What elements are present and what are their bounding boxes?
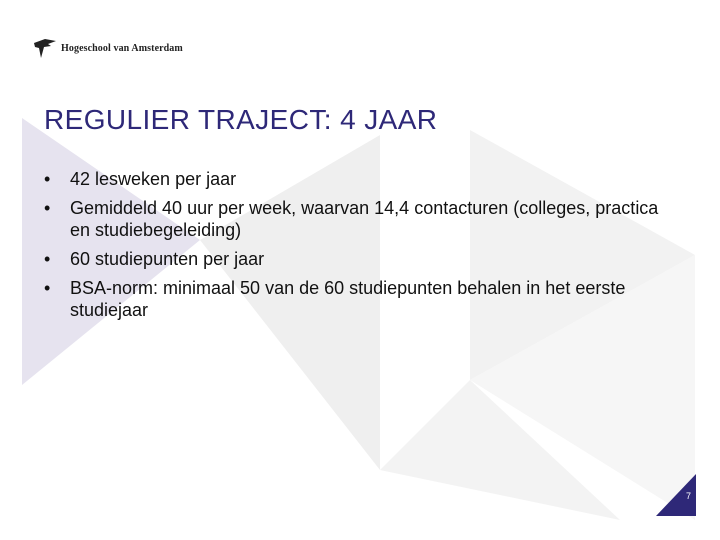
- bullet-text: BSA-norm: minimaal 50 van de 60 studiepunten behalen in het eerste studiejaar: [70, 278, 626, 320]
- bullet-item: [44, 168, 674, 190]
- logo-bird-icon: [33, 37, 57, 59]
- slide-title: REGULIER TRAJECT: 4 JAAR: [44, 104, 438, 135]
- bullet-text: Gemiddeld 40 uur per week, waarvan 14,4 contacturen (colleges, practica en studiebegeleiding): [70, 198, 659, 240]
- bullet-text: 60 studiepunten per jaar: [70, 249, 265, 269]
- bullet-text: 42 lesweken per jaar: [70, 169, 237, 189]
- bullet-marker: •: [44, 249, 51, 269]
- page-number: 7: [686, 491, 692, 501]
- bullet-marker: •: [44, 169, 51, 189]
- bullet-marker: •: [44, 198, 51, 218]
- bullet-list: [44, 168, 674, 328]
- bullet-item: [44, 277, 674, 321]
- logo: [33, 37, 183, 59]
- bullet-item: [44, 248, 674, 270]
- bullet-item: [44, 197, 674, 241]
- logo-text: Hogeschool van Amsterdam: [61, 42, 183, 54]
- bullet-marker: •: [44, 278, 51, 298]
